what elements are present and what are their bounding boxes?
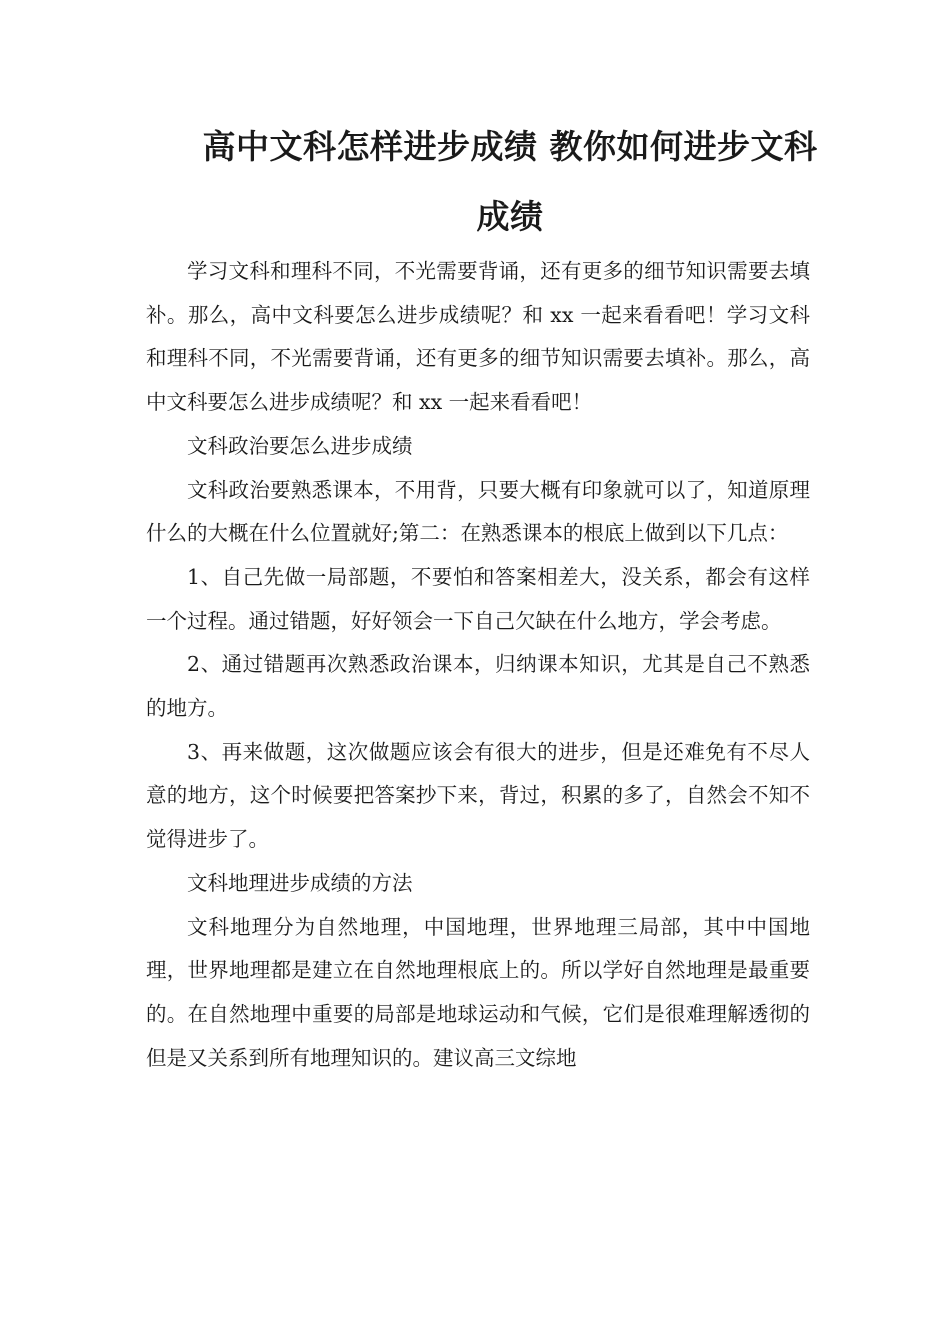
section-heading-geography: 文科地理进步成绩的方法	[187, 870, 413, 895]
politics-point-2: 2、通过错题再次熟悉政治课本，归纳课本知识，尤其是自己不熟悉的地方。	[146, 652, 810, 721]
document-body	[146, 250, 810, 1080]
geography-paragraph: 文科地理分为自然地理，中国地理，世界地理三局部，其中中国地理，世界地理都是建立在自然地理根底上的。所以学好自然地理是最重要的。在自然地理中重要的局部是地球运动和气候，它们是很难理解透彻的但是又关系到所有地理知识的。建议高三文综地	[146, 914, 810, 1070]
politics-point-3: 3、再来做题，这次做题应该会有很大的进步，但是还难免有不尽人意的地方，这个时候要把答案抄下来，背过，积累的多了，自然会不知不觉得进步了。	[146, 739, 810, 852]
section-heading-politics: 文科政治要怎么进步成绩	[187, 433, 413, 458]
politics-paragraph: 文科政治要熟悉课本，不用背，只要大概有印象就可以了，知道原理什么的大概在什么位置就好;第二：在熟悉课本的根底上做到以下几点：	[146, 477, 810, 546]
document-title: 高中文科怎样进步成绩 教你如何进步文科成绩	[202, 127, 818, 236]
politics-point-1: 1、自己先做一局部题，不要怕和答案相差大，没关系，都会有这样一个过程。通过错题，好好领会一下自己欠缺在什么地方，学会考虑。	[146, 564, 810, 633]
intro-paragraph: 学习文科和理科不同，不光需要背诵，还有更多的细节知识需要去填补。那么，高中文科要怎么进步成绩呢？和 xx 一起来看看吧！学习文科和理科不同，不光需要背诵，还有更多的细节知识需要去填补。那么，高中文科要怎么进步成绩呢？和 xx 一起来看看吧！	[146, 259, 810, 415]
